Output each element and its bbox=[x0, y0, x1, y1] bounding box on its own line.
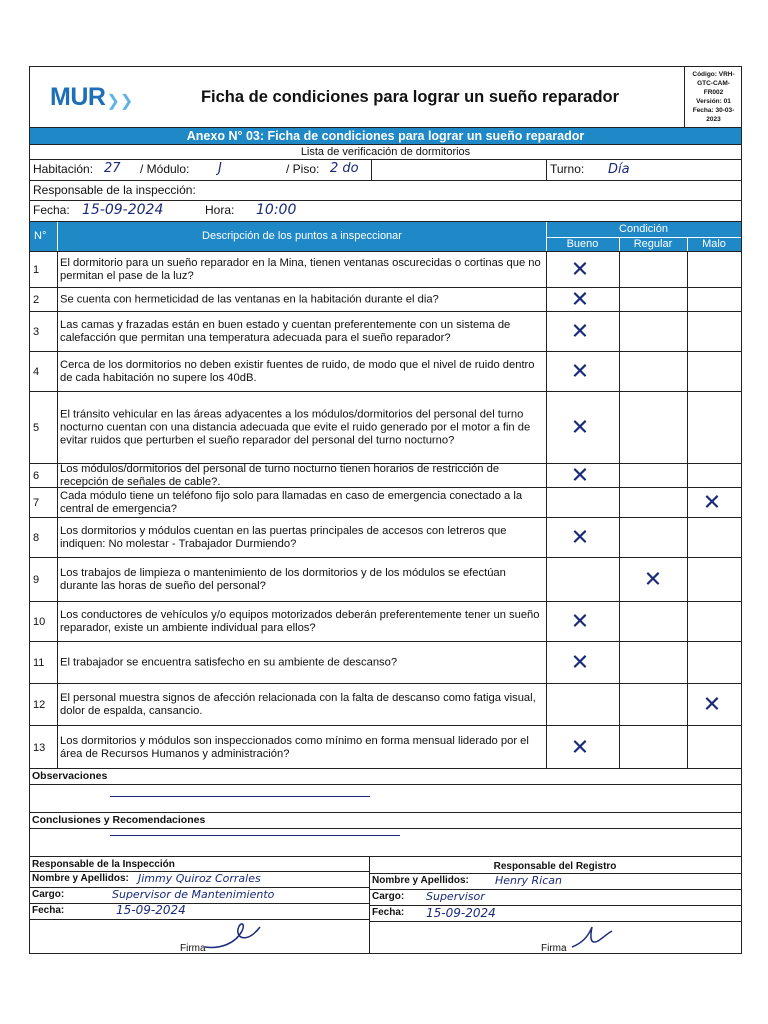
divider bbox=[687, 288, 688, 312]
condition-mark[interactable]: ✕ bbox=[570, 463, 590, 489]
divider bbox=[57, 464, 58, 488]
divider bbox=[57, 726, 58, 769]
right-title: Responsable del Registro bbox=[493, 861, 617, 872]
row-number: 11 bbox=[33, 657, 45, 669]
condition-mark[interactable]: ✕ bbox=[702, 692, 722, 718]
observaciones-field[interactable] bbox=[30, 784, 741, 812]
fecha-label: Fecha: bbox=[33, 203, 70, 217]
condition-mark[interactable]: ✕ bbox=[643, 567, 663, 593]
divider bbox=[371, 160, 372, 180]
divider bbox=[57, 252, 58, 288]
row-number: 12 bbox=[33, 699, 46, 711]
turno-value[interactable]: Día bbox=[608, 162, 630, 177]
divider bbox=[687, 518, 688, 558]
table-row bbox=[30, 683, 741, 726]
row-description: Los conductores de vehículos y/o equipos motorizados deberán preferentemente tener un sueño reparador, existe un ambiente individual para ellos? bbox=[60, 609, 540, 634]
divider bbox=[57, 518, 58, 558]
row-description: Los dormitorios y módulos cuentan en las puertas principales de accesos con letreros que indiquen: No molestar - Trabajador Durmiendo? bbox=[60, 525, 507, 550]
divider bbox=[619, 352, 620, 392]
row-description: Los módulos/dormitorios del personal de turno nocturno tienen horarios de restricción de recepción de señales de cable?. bbox=[60, 463, 500, 488]
right-cargo-label: Cargo: bbox=[372, 891, 405, 902]
code-line: Versión: 01 bbox=[696, 98, 731, 105]
row-description: Las camas y frazadas están en buen estado y cuentan preferentemente con un sistema de calefacción que permitan una temperatura adecuada para el sueño reparador? bbox=[60, 319, 511, 344]
handwritten-line bbox=[110, 835, 400, 836]
col-malo-header: Malo bbox=[702, 238, 726, 250]
table-row bbox=[30, 641, 741, 684]
row-description: El tránsito vehicular en las áreas adyacentes a los módulos/dormitorios del personal del turno nocturno cuentan con una distancia adecuada que evite el ruido generado por el motor a fin de evitar ruidos que perturben el sueño reparador del personal del turno nocturno? bbox=[60, 408, 531, 447]
right-firma-label: Firma bbox=[541, 943, 567, 954]
divider bbox=[546, 558, 547, 602]
divider bbox=[687, 558, 688, 602]
left-signature-icon bbox=[200, 919, 270, 953]
divider bbox=[546, 488, 547, 518]
row-description: Los trabajos de limpieza o mantenimiento de los dormitorios y de los módulos se efectúan durante las horas de sueño del personal? bbox=[60, 567, 506, 592]
row-number: 10 bbox=[33, 616, 46, 628]
condition-mark[interactable]: ✕ bbox=[570, 525, 590, 551]
annex-banner: Anexo N° 03: Ficha de condiciones para lograr un sueño reparador bbox=[30, 127, 741, 144]
responsable-label: Responsable de la inspección: bbox=[33, 183, 196, 197]
document-code-box bbox=[684, 67, 742, 127]
table-row bbox=[30, 391, 741, 464]
right-signature-icon bbox=[568, 923, 618, 953]
table-row bbox=[30, 517, 741, 558]
divider bbox=[687, 312, 688, 352]
divider bbox=[619, 602, 620, 642]
condition-mark[interactable]: ✕ bbox=[570, 415, 590, 441]
row-number: 2 bbox=[33, 294, 40, 306]
code-line: Código: VRH- bbox=[692, 71, 735, 78]
divider bbox=[687, 392, 688, 464]
table-header bbox=[30, 221, 741, 251]
left-cargo-label: Cargo: bbox=[32, 889, 65, 900]
piso-label: / Piso: bbox=[286, 162, 320, 176]
divider bbox=[546, 160, 547, 180]
condition-mark[interactable]: ✕ bbox=[570, 287, 590, 313]
code-line: 2023 bbox=[706, 116, 721, 123]
left-nombre-value[interactable]: Jimmy Quiroz Corrales bbox=[138, 872, 261, 885]
divider bbox=[57, 488, 58, 518]
checklist-subtitle bbox=[30, 144, 741, 159]
piso-value[interactable]: 2 do bbox=[330, 161, 359, 176]
condition-mark[interactable]: ✕ bbox=[570, 257, 590, 283]
divider bbox=[687, 352, 688, 392]
turno-label: Turno: bbox=[550, 162, 585, 176]
divider bbox=[57, 312, 58, 352]
condition-mark[interactable]: ✕ bbox=[570, 609, 590, 635]
divider bbox=[687, 252, 688, 288]
modulo-value[interactable]: J bbox=[218, 161, 222, 176]
divider bbox=[619, 312, 620, 352]
row-description: El dormitorio para un sueño reparador en la Mina, tienen ventanas oscurecidas o cortinas que no permitan el pase de la luz? bbox=[60, 257, 541, 282]
left-nombre-label: Nombre y Apellidos: bbox=[32, 873, 129, 884]
code-line: GTC-CAM- bbox=[697, 80, 730, 87]
condition-mark[interactable]: ✕ bbox=[570, 319, 590, 345]
row-number: 7 bbox=[33, 497, 40, 509]
divider bbox=[57, 288, 58, 312]
divider bbox=[687, 464, 688, 488]
divider bbox=[687, 602, 688, 642]
divider bbox=[619, 518, 620, 558]
row-number: 3 bbox=[33, 326, 40, 338]
row-number: 13 bbox=[33, 741, 46, 754]
left-fecha-value[interactable]: 15-09-2024 bbox=[116, 903, 186, 917]
left-title: Responsable de la Inspección bbox=[32, 859, 175, 870]
divider bbox=[57, 352, 58, 392]
row-description: Se cuenta con hermeticidad de las ventanas en la habitación durante el dia? bbox=[60, 293, 439, 306]
condition-mark[interactable]: ✕ bbox=[570, 359, 590, 385]
table-row bbox=[30, 287, 741, 312]
handwritten-line bbox=[110, 796, 370, 797]
divider bbox=[619, 488, 620, 518]
row-number: 8 bbox=[33, 532, 40, 544]
right-cargo-value[interactable]: Supervisor bbox=[426, 890, 485, 903]
habitacion-label: Habitación: bbox=[33, 162, 94, 176]
row-number: 6 bbox=[33, 470, 40, 482]
table-row bbox=[30, 311, 741, 352]
row-description: El trabajador se encuentra satisfecho en su ambiente de descanso? bbox=[60, 656, 398, 669]
responsable-row bbox=[30, 180, 741, 200]
left-firma-label: Firma bbox=[180, 943, 206, 954]
company-logo bbox=[30, 67, 140, 127]
conclusiones-field[interactable] bbox=[30, 828, 741, 856]
row-number: 9 bbox=[33, 574, 40, 586]
condition-mark[interactable]: ✕ bbox=[570, 735, 590, 760]
divider bbox=[57, 684, 58, 726]
divider bbox=[619, 252, 620, 288]
col-num-header: N° bbox=[34, 230, 47, 242]
table-row bbox=[30, 601, 741, 642]
conclusiones-label: Conclusiones y Recomendaciones bbox=[32, 814, 206, 826]
condition-mark[interactable]: ✕ bbox=[702, 490, 722, 516]
fecha-value[interactable]: 15-09-2024 bbox=[82, 202, 164, 218]
row-description: Cerca de los dormitorios no deben existir fuentes de ruido, de modo que el nivel de ruido dentro de cada habitación no supere los 40dB. bbox=[60, 359, 535, 384]
col-desc-header: Descripción de los puntos a inspeccionar bbox=[202, 230, 402, 242]
divider bbox=[619, 288, 620, 312]
table-row bbox=[30, 487, 741, 518]
habitacion-value[interactable]: 27 bbox=[104, 161, 121, 176]
table-row bbox=[30, 463, 741, 488]
row-number: 4 bbox=[33, 366, 40, 378]
hora-label: Hora: bbox=[205, 203, 235, 217]
divider bbox=[619, 684, 620, 726]
table-row bbox=[30, 251, 741, 288]
divider bbox=[619, 392, 620, 464]
divider bbox=[687, 642, 688, 684]
row-number: 1 bbox=[33, 264, 40, 276]
divider bbox=[619, 642, 620, 684]
left-cargo-value[interactable]: Supervisor de Mantenimiento bbox=[112, 888, 275, 901]
signature-section bbox=[30, 856, 741, 953]
divider bbox=[57, 642, 58, 684]
logo-text: MUR bbox=[50, 82, 106, 111]
logo-arrow-icon: ❯❯ bbox=[106, 93, 134, 110]
modulo-label: / Módulo: bbox=[140, 162, 190, 176]
code-line: Fecha: 30-03- bbox=[692, 107, 735, 114]
divider bbox=[687, 726, 688, 769]
inspection-form bbox=[29, 66, 742, 954]
form-title: Ficha de condiciones para lograr un sueño reparador bbox=[200, 87, 620, 106]
conclusiones-header bbox=[30, 812, 741, 828]
fecha-hora-row bbox=[30, 200, 741, 221]
divider bbox=[546, 684, 547, 726]
left-fecha-label: Fecha: bbox=[32, 905, 65, 916]
table-row bbox=[30, 557, 741, 602]
divider bbox=[619, 726, 620, 769]
right-nombre-value[interactable]: Henry Rican bbox=[495, 874, 562, 887]
right-nombre-label: Nombre y Apellidos: bbox=[372, 875, 469, 886]
observaciones-header bbox=[30, 768, 741, 784]
divider bbox=[57, 392, 58, 464]
condition-mark[interactable]: ✕ bbox=[570, 650, 590, 676]
col-bueno-header: Bueno bbox=[566, 238, 599, 250]
divider bbox=[619, 464, 620, 488]
divider bbox=[57, 602, 58, 642]
right-fecha-label: Fecha: bbox=[372, 907, 405, 918]
row-description: El personal muestra signos de afección relacionada con la falta de descanso como fatiga visual, dolor de espalda, cansancio. bbox=[60, 692, 536, 717]
observaciones-label: Observaciones bbox=[32, 770, 108, 782]
subtitle-text: Lista de verificación de dormitorios bbox=[300, 146, 471, 158]
room-info-row bbox=[30, 159, 741, 180]
col-regular-header: Regular bbox=[633, 238, 673, 250]
row-description: Los dormitorios y módulos son inspeccionados como mínimo en forma mensual liderado por el área de Recursos Humanos y administración? bbox=[60, 734, 529, 760]
row-description: Cada módulo tiene un teléfono fijo solo para llamadas en caso de emergencia conectado a la central de emergencia? bbox=[60, 490, 523, 515]
table-row bbox=[30, 351, 741, 392]
row-number: 5 bbox=[33, 422, 40, 434]
right-fecha-value[interactable]: 15-09-2024 bbox=[426, 906, 496, 920]
table-row bbox=[30, 725, 741, 769]
code-line: FR002 bbox=[703, 89, 724, 96]
divider bbox=[57, 558, 58, 602]
hora-value[interactable]: 10:00 bbox=[256, 202, 297, 218]
col-condicion-header: Condición bbox=[619, 223, 668, 235]
